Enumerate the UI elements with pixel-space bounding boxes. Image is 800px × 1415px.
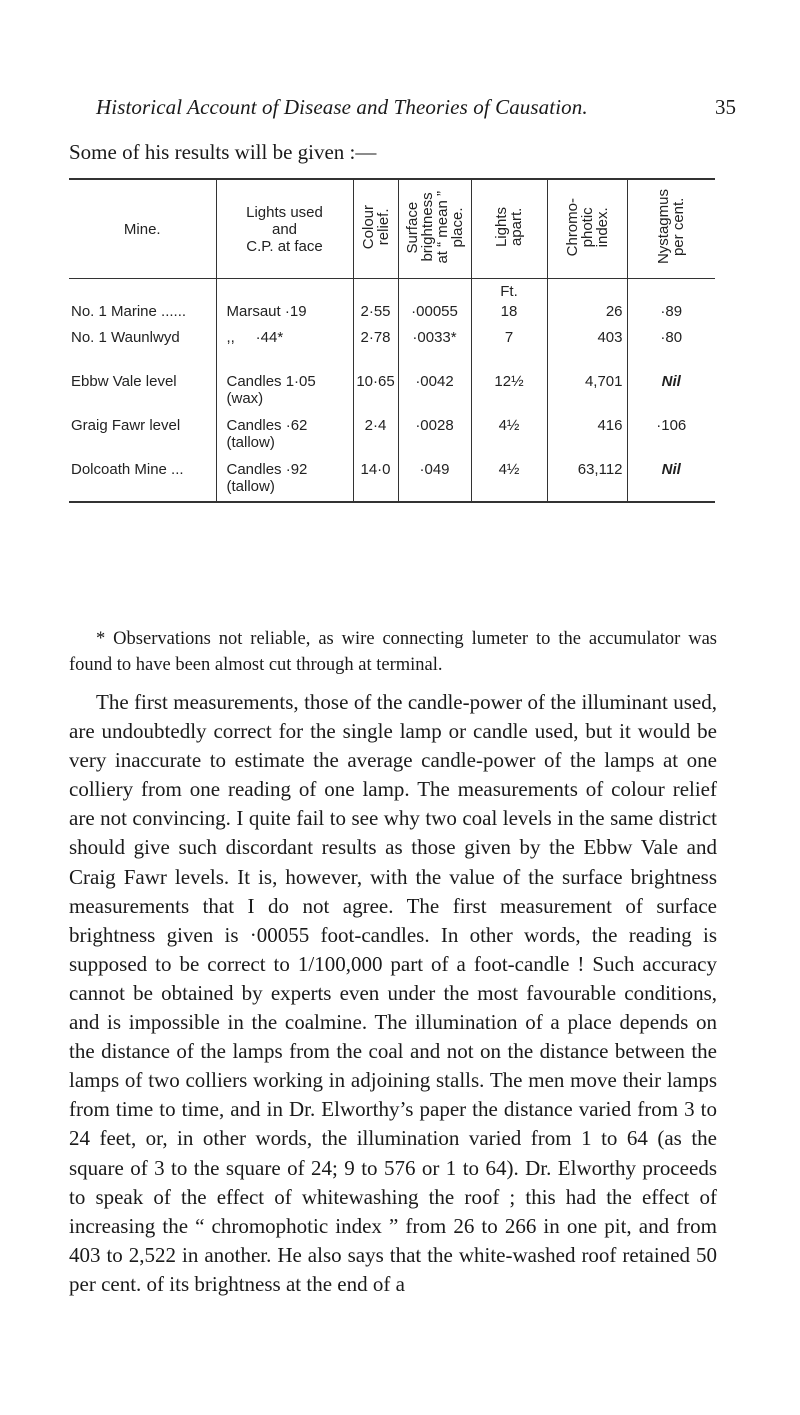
cell-lights: Candles 1·05 (wax) [216, 373, 353, 417]
cell-nystagmus: Nil [627, 373, 715, 417]
body-paragraph: The first measurements, those of the candle-power of the illuminant used, are undoubtedly correct for the single lamp or candle used, but it would be very inaccurate to estimate the average candle-power of the lamps at one colliery from one reading of one lamp. The measurements of colour relief are not convincing. I quite fail to see why two coal levels in the same district should give such discordant results as those given by the Ebbw Vale and Craig Fawr levels. It is, however, with the value of the surface brightness measurements that I do not agree. The first measurement of surface brightness given is ·00055 foot-candles. In other words, the reading is supposed to be correct to 1/100,000 part of a foot-candle ! Such accuracy cannot be obtained by experts even under the most favourable conditions, and is impossible in the coalmine. The illumination of a place depends on the distance of the lamps from the coal and not on the distance between the lamps of two colliers working in adjoining stalls. The men move their lamps from time to time, and in Dr. Elworthy’s paper the distance varied from 3 to 24 feet, or, in other words, the illumination varied from 1 to 64 (as the square of 3 to the square of 24; 9 to 576 or 1 to 64). Dr. Elworthy proceeds to speak of the effect of whitewashing the roof ; this had the effect of increasing the “ chromophotic index ” from 26 to 266 in one pit, and from 403 to 2,522 in another. He also says that the white-washed roof retained 50 per cent. of its brightness at the end of a [69, 690, 717, 1296]
cell-surface: ·0028 [398, 417, 471, 461]
cell-chromo: 403 [547, 329, 627, 373]
cell-mine: Ebbw Vale level [71, 373, 177, 390]
table-row [69, 417, 715, 461]
cell-lights: Marsaut ·19 [216, 279, 353, 330]
cell-apart: 7 [471, 329, 547, 373]
cell-mine: Graig Fawr level [71, 417, 181, 434]
cell-colour: 2·78 [353, 329, 398, 373]
table-footnote: * Observations not reliable, as wire connecting lumeter to the accumulator was found to have been almost cut through at terminal. [69, 629, 717, 675]
cell-apart: Ft. 18 [471, 279, 547, 330]
cell-colour: 2·55 [353, 279, 398, 330]
cell-colour: 14·0 [353, 461, 398, 502]
cell-surface: ·00055 [398, 279, 471, 330]
cell-mine: Dolcoath Mine ... [69, 461, 216, 502]
table-row [69, 279, 715, 330]
table-header-row [69, 179, 715, 279]
table-row [69, 373, 715, 417]
cell-mine: No. 1 Waunlwyd [71, 329, 180, 346]
table-row [69, 461, 715, 502]
cell-lights: Candles ·92 (tallow) [216, 461, 353, 502]
cell-lights: Candles ·62 (tallow) [216, 417, 353, 461]
cell-chromo: 26 [547, 279, 627, 330]
col-header-chromophotic-index: Chromo- photic index. [547, 179, 627, 279]
results-table [69, 178, 715, 503]
cell-colour: 2·4 [353, 417, 398, 461]
cell-nystagmus: ·80 [627, 329, 715, 373]
cell-chromo: 63,112 [547, 461, 627, 502]
cell-nystagmus: ·89 [627, 279, 715, 330]
col-header-surface-brightness: Surface brightness at “ mean ” place. [398, 179, 471, 279]
col-header-lights-apart: Lights apart. [471, 179, 547, 279]
running-title: Historical Account of Disease and Theories of Causation. [96, 95, 588, 119]
cell-apart: 12½ [471, 373, 547, 417]
cell-surface: ·0042 [398, 373, 471, 417]
col-header-colour-relief: Colour relief. [353, 179, 398, 279]
cell-apart: 4½ [471, 417, 547, 461]
cell-apart: 4½ [471, 461, 547, 502]
table-row [69, 329, 715, 373]
col-header-mine: Mine. [69, 179, 216, 279]
cell-nystagmus: ·106 [627, 417, 715, 461]
cell-mine: No. 1 Marine ...... [71, 303, 187, 320]
running-header [96, 95, 736, 131]
cell-lights: ,, ·44* [216, 329, 353, 373]
page-number: 35 [715, 95, 736, 119]
cell-nystagmus: Nil [627, 461, 715, 502]
body-text [69, 688, 717, 1299]
cell-colour: 10·65 [353, 373, 398, 417]
cell-surface: ·0033* [398, 329, 471, 373]
cell-surface: ·049 [398, 461, 471, 502]
col-header-lights-used: Lights used and C.P. at face [216, 179, 353, 279]
intro-line: Some of his results will be given :— [69, 140, 377, 164]
units-feet-label: Ft. [500, 283, 518, 300]
cell-chromo: 4,701 [547, 373, 627, 417]
cell-chromo: 416 [547, 417, 627, 461]
col-header-nystagmus: Nystagmus per cent. [627, 179, 715, 279]
